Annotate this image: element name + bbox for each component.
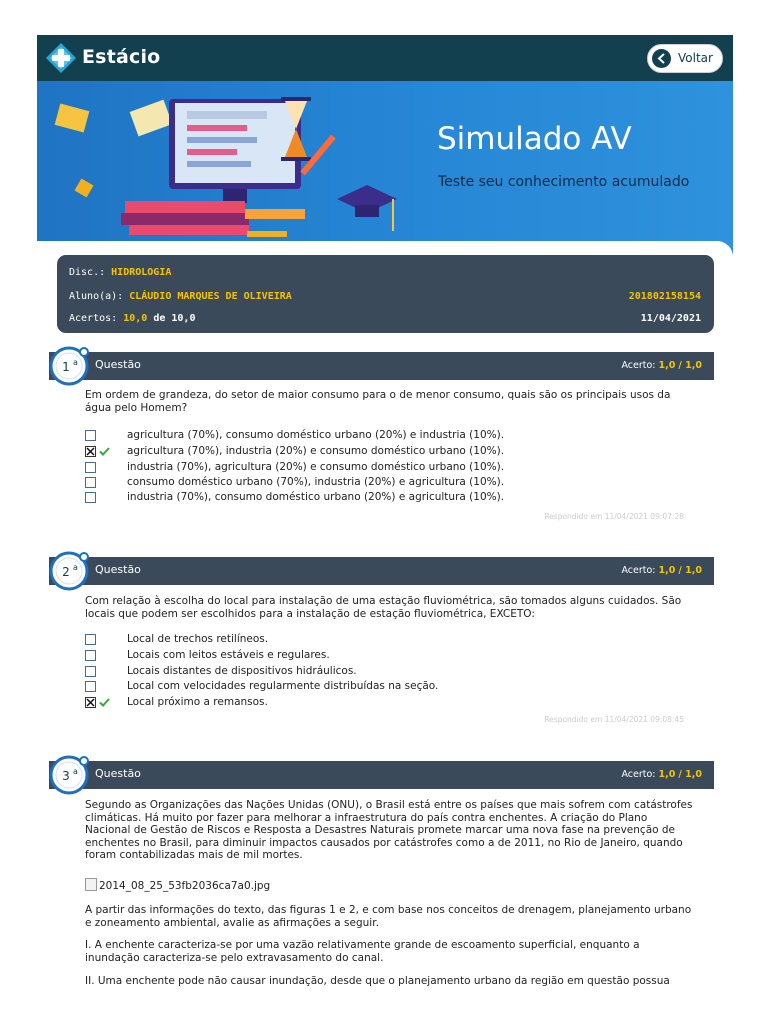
student-name: CLÁUDIO MARQUES DE OLIVEIRA (129, 291, 292, 302)
question-score: Acerto: 1,0 / 1,0 (621, 565, 702, 576)
question-label: Questão (95, 358, 141, 371)
question-1-answered-time: Respondido em 11/04/2021 09:07:28 (544, 512, 684, 521)
back-arrow-icon (652, 49, 671, 68)
question-2-text: Com relação à escolha do local para instalação de uma estação fluviométrica, são tomados alguns cuidados. São locais que podem ser escolhidos para a instalação de estação fluviométrica, EXCETO: (85, 595, 682, 620)
brand-name: Estácio (82, 46, 161, 68)
top-bar (37, 35, 733, 81)
checkbox[interactable] (85, 681, 96, 692)
correct-check-icon (99, 447, 110, 456)
student-label: Aluno(a): (69, 291, 124, 302)
question-number-badge-icon (49, 551, 89, 591)
question-1-header (49, 352, 714, 380)
question-number: 3 (62, 769, 70, 783)
question-label: Questão (95, 767, 141, 780)
question-number-badge-icon (49, 346, 89, 386)
question-number: 1 (62, 360, 70, 374)
question-number-sup: a (73, 767, 78, 776)
question-score: Acerto: 1,0 / 1,0 (621, 769, 702, 780)
discipline-label: Disc.: (69, 267, 106, 278)
score-value: 10,0 (123, 313, 148, 324)
question-3-item-2: II. Uma enchente pode não causar inundação, desde que o planejamento urbano da região em questão possua (85, 975, 670, 987)
question-1-text: Em ordem de grandeza, do setor de maior consumo para o de menor consumo, quais são os principais usos da água pelo Homem? (85, 389, 671, 414)
discipline-value: HIDROLOGIA (111, 267, 172, 278)
score-label: Acertos: (69, 313, 118, 324)
student-registration: 201802158154 (628, 291, 701, 302)
question-2-answered-time: Respondido em 11/04/2021 09:08:45 (544, 715, 684, 724)
question-score: Acerto: 1,0 / 1,0 (621, 360, 702, 371)
hero-banner (37, 81, 733, 257)
banner-title: Simulado AV (437, 121, 632, 157)
hero-illustration (37, 81, 417, 257)
student-info-panel (57, 255, 714, 333)
student-row (69, 291, 292, 302)
estacio-logo-icon (45, 42, 77, 74)
page-frame: Estácio Voltar Simulado AV Teste seu conhecimento acumulado Disc.: HIDROLOGIA Aluno(a): CLÁUDIO MARQUES DE OLIVEIRA 201802158154 Acertos: 10,0 de 10,0 11/04/2021 Questão Acerto: 1,0 / 1,0 1 a Em ordem de grandeza, do setor de maior consumo para o de menor consumo, quais são os principais usos da água pelo Homem? agricultura (70%), consumo doméstico urbano (20%) e industria (10%). agricultura (70%), industria (20%) e consumo doméstico urbano (10%). industria (70%), agricultura (20%) e consumo doméstico urbano (10%). consumo doméstico urbano (70%), industria (20%) e agricultura (10%). industria (70%), consumo doméstico urbano (20%) e agricultura (10%). Respondido em 11/04/2021 09:07:28 Questão Acerto: 1,0 / 1,0 2 a Com relação à escolha do local para instalação de uma estação fluviométrica, são tomados alguns cuidados. São locais que podem ser escolhidos para a instalação de estação fluviométrica, EXCETO: Local de trechos retilíneos. Locais com leitos estáveis e regulares. Locais distantes de dispositivos hidráulicos. Local com velocidades regularmente distribuídas na seção. Local próximo a remansos. Respondido em 11/04/2021 09:08:45 Questão Acerto: 1,0 / 1,0 3 a Segundo as Organizações das Nações Unidas (ONU), o Brasil está entre os países que mais sofrem com catástrofes climáticas. Há muito por fazer para melhorar a infraestrutura do país contra enchentes. A criação do Plano Nacional de Gestão de Riscos e Resposta a Desastres Naturais promete marcar uma nova fase na prevenção de enchentes no Brasil, para diminuir impactos causados por catástrofes como a de 2011, no Rio de Janeiro, quando foram contabilizadas mais de mil mortes. 2014_08_25_53fb2036ca7a0.jpg A partir das informações do texto, das figuras 1 e 2, e com base nos conceitos de drenagem, planejamento urbano e zoneamento ambiental, avalie as afirmações a seguir. I. A enchente caracteriza-se por uma vazão relativamente grande de escoamento superficial, enquanto a inundação caracteriza-se pelo extravasamento do canal. II. Uma enchente pode não causar inundação, desde que o planejamento urbano da região em questão possua (37, 35, 733, 1024)
broken-image-icon (85, 878, 97, 891)
checkbox[interactable] (85, 650, 96, 661)
checked-checkbox-icon[interactable] (85, 697, 96, 708)
checked-checkbox-icon[interactable] (85, 446, 96, 457)
score-row (69, 313, 195, 324)
question-3-text: Segundo as Organizações das Nações Unidas (ONU), o Brasil está entre os países que mais sofrem com catástrofes climáticas. Há muito por fazer para melhorar a infraestrutura do país contra enchentes. A criação do Plano Nacional de Gestão de Riscos e Resposta a Desastres Naturais promete marcar uma nova fase na prevenção de enchentes no Brasil, para diminuir impactos causados por catástrofes como a de 2011, no Rio de Janeiro, quando foram contabilizadas mais de mil mortes. (85, 799, 693, 861)
question-3-item-1: I. A enchente caracteriza-se por uma vazão relativamente grande de escoamento superficial, enquanto a inundação caracteriza-se pelo extravasamento do canal. (85, 939, 640, 964)
question-3-header (49, 761, 714, 789)
question-3-text-2: A partir das informações do texto, das figuras 1 e 2, e com base nos conceitos de drenagem, planejamento urbano e zoneamento ambiental, avalie as afirmações a seguir. (85, 904, 692, 929)
back-button-label: Voltar (678, 51, 713, 65)
question-number: 2 (62, 565, 70, 579)
back-button[interactable] (647, 44, 723, 73)
checkbox[interactable] (85, 477, 96, 488)
question-label: Questão (95, 563, 141, 576)
discipline-row (69, 267, 171, 278)
exam-date: 11/04/2021 (640, 313, 701, 324)
question-number-badge-icon (49, 755, 89, 795)
score-total: de 10,0 (153, 313, 196, 324)
checkbox[interactable] (85, 462, 96, 473)
checkbox[interactable] (85, 430, 96, 441)
banner-subtitle: Teste seu conhecimento acumulado (438, 174, 690, 190)
checkbox[interactable] (85, 666, 96, 677)
checkbox[interactable] (85, 634, 96, 645)
broken-image (85, 878, 270, 892)
question-2-header (49, 557, 714, 585)
question-number-sup: a (73, 563, 78, 572)
image-alt-text: 2014_08_25_53fb2036ca7a0.jpg (99, 880, 271, 892)
checkbox[interactable] (85, 492, 96, 503)
correct-check-icon (99, 698, 110, 707)
question-number-sup: a (73, 358, 78, 367)
